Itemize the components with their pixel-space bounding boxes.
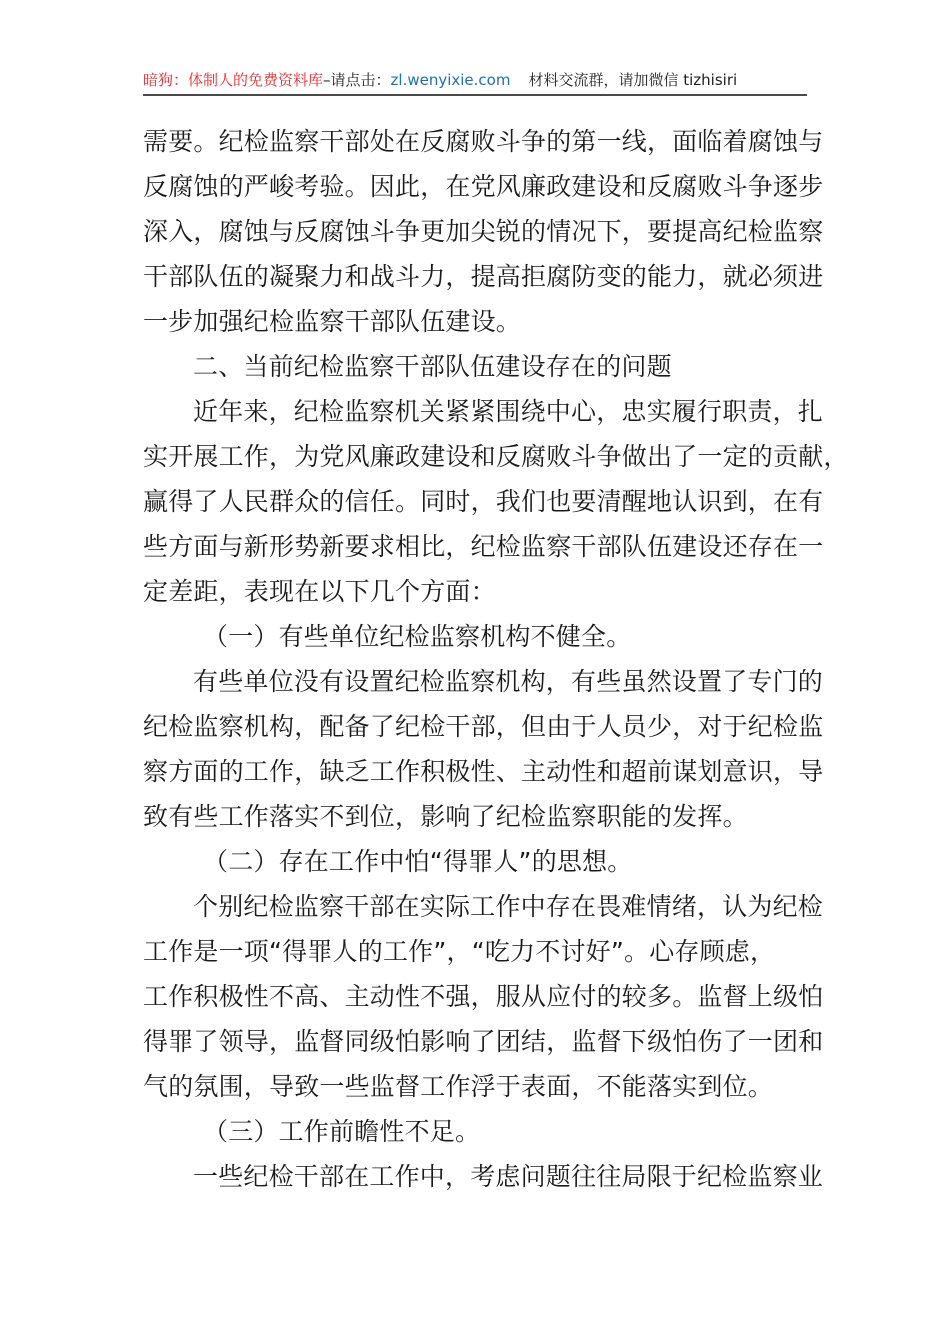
body-line: 工作积极性不高、主动性不强，服从应付的较多。监督上级怕 xyxy=(143,982,824,1011)
body-line: 些方面与新形势新要求相比，纪检监察干部队伍建设还存在一 xyxy=(143,532,824,561)
body-line: 实开展工作，为党风廉政建设和反腐败斗争做出了一定的贡献， xyxy=(143,442,849,471)
subsection-heading: （一）有些单位纪检监察机构不健全。 xyxy=(203,622,632,651)
body-line: 反腐蚀的严峻考验。因此，在党风廉政建设和反腐败斗争逐步 xyxy=(143,172,824,201)
body-line: 致有些工作落实不到位，影响了纪检监察职能的发挥。 xyxy=(143,802,748,831)
body-line: 个别纪检监察干部在实际工作中存在畏难情绪，认为纪检 xyxy=(193,892,824,921)
header-site-link[interactable]: zl.wenyixie.com xyxy=(390,71,511,89)
body-line: 气的氛围，导致一些监督工作浮于表面，不能落实到位。 xyxy=(143,1072,774,1101)
header-brand-text: 暗狗：体制人的免费资料库 xyxy=(143,71,324,89)
body-line: 赢得了人民群众的信任。同时，我们也要清醒地认识到，在有 xyxy=(143,487,824,516)
body-line: 近年来，纪检监察机关紧紧围绕中心，忠实履行职责，扎 xyxy=(193,397,824,426)
header-click-prompt: –请点击： xyxy=(323,71,391,89)
body-line: 一些纪检干部在工作中，考虑问题往往局限于纪检监察业 xyxy=(193,1162,824,1191)
body-line: 深入，腐蚀与反腐蚀斗争更加尖锐的情况下，要提高纪检监察 xyxy=(143,217,824,246)
body-line: 工作是一项“得罪人的工作”，“吃力不讨好”。心存顾虑， xyxy=(143,937,776,966)
body-line: 察方面的工作，缺乏工作积极性、主动性和超前谋划意识，导 xyxy=(143,757,824,786)
subsection-heading: （二）存在工作中怕“得罪人”的思想。 xyxy=(203,847,633,876)
body-line: 得罪了领导，监督同级怕影响了团结，监督下级怕伤了一团和 xyxy=(143,1027,824,1056)
header-contact-text: 材料交流群，请加微信 tizhisiri xyxy=(528,71,738,89)
page-header xyxy=(143,68,807,96)
body-line: 干部队伍的凝聚力和战斗力，提高拒腐防变的能力，就必须进 xyxy=(143,262,824,291)
section-heading: 二、当前纪检监察干部队伍建设存在的问题 xyxy=(193,352,672,381)
body-line: 有些单位没有设置纪检监察机构，有些虽然设置了专门的 xyxy=(193,667,824,696)
body-line: 一步加强纪检监察干部队伍建设。 xyxy=(143,307,522,336)
body-line: 定差距，表现在以下几个方面： xyxy=(143,577,496,606)
body-line: 需要。纪检监察干部处在反腐败斗争的第一线，面临着腐蚀与 xyxy=(143,127,824,156)
document-body xyxy=(143,119,849,1199)
body-line: 纪检监察机构，配备了纪检干部，但由于人员少，对于纪检监 xyxy=(143,712,824,741)
subsection-heading: （三）工作前瞻性不足。 xyxy=(203,1117,481,1146)
